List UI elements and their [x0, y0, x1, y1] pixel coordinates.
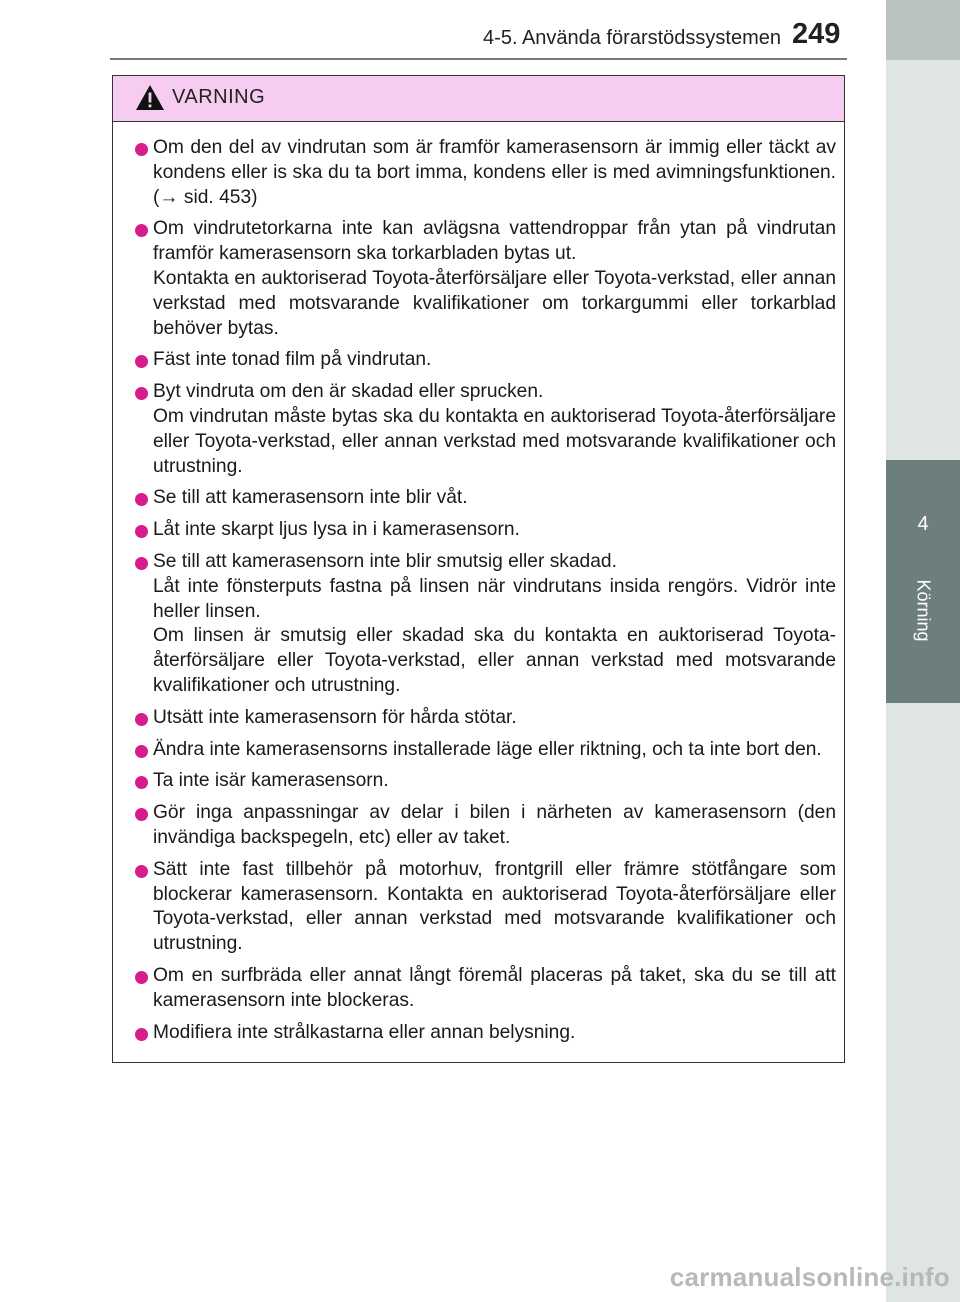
warning-item-paragraph: Gör inga anpassningar av delar i bilen i närheten av kamerasensorn (den invändiga backspegeln, etc) eller av taket.	[153, 802, 836, 848]
warning-item-paragraph: Om en surfbräda eller annat långt föremål placeras på taket, ska du se till att kamerasensorn inte blockeras.	[153, 964, 836, 1011]
header-divider	[110, 58, 847, 60]
warning-item-text	[153, 486, 836, 511]
warning-item-text	[153, 801, 836, 851]
warning-item-text	[153, 217, 836, 341]
bullet-icon	[135, 387, 148, 400]
bullet-icon	[135, 143, 148, 156]
warning-item-text	[153, 706, 836, 731]
warning-item-text	[153, 769, 836, 794]
bullet-icon	[135, 865, 148, 878]
warning-item-paragraph: Se till att kamerasensorn inte blir våt.	[153, 487, 468, 509]
warning-list	[113, 122, 844, 1045]
warning-item	[135, 550, 836, 699]
warning-item-paragraph: Byt vindruta om den är skadad eller sprucken.	[153, 381, 544, 403]
warning-title: VARNING	[172, 86, 266, 108]
warning-triangle-icon	[135, 84, 165, 111]
warning-item	[135, 217, 836, 341]
warning-item-paragraph: Om vindrutetorkarna inte kan avlägsna vattendroppar från ytan på vindrutan framför kamerasensorn ska torkarbladen bytas ut.	[153, 218, 836, 265]
warning-item-paragraph: Utsätt inte kamerasensorn för hårda stötar.	[153, 706, 517, 728]
bullet-icon	[135, 808, 148, 821]
watermark: carmanualsonline.info	[669, 1262, 950, 1292]
page-number: 249	[792, 18, 841, 50]
warning-item	[135, 1021, 836, 1046]
warning-item-paragraph: Fäst inte tonad film på vindrutan.	[153, 349, 432, 371]
warning-item-paragraph: Modifiera inte strålkastarna eller annan belysning.	[153, 1021, 576, 1043]
side-tab-top	[886, 0, 960, 60]
bullet-icon	[135, 713, 148, 726]
warning-item-text	[153, 964, 836, 1014]
warning-item-text	[153, 858, 836, 957]
chapter-title: Körning	[913, 579, 934, 642]
warning-item	[135, 518, 836, 543]
bullet-icon	[135, 525, 148, 538]
warning-item	[135, 769, 836, 794]
warning-item-text	[153, 348, 836, 373]
bullet-icon	[135, 493, 148, 506]
warning-item-paragraph: Ta inte isär kamerasensorn.	[153, 770, 389, 792]
warning-item-paragraph: Låt inte skarpt ljus lysa in i kamerasensorn.	[153, 519, 520, 541]
warning-item-paragraph: Om den del av vindrutan som är framför kamerasensorn är immig eller täckt av kondens eller is ska du ta bort imma, kondens eller is med avimningsfunktionen. (→ sid. 453)	[153, 137, 836, 208]
section-title: 4-5. Använda förarstödssystemen	[483, 27, 781, 49]
chapter-number: 4	[917, 513, 929, 535]
warning-item-text	[153, 380, 836, 479]
warning-item-paragraph: Kontakta en auktoriserad Toyota-återförsäljare eller Toyota-verkstad, eller annan verkstad med motsvarande kvalifikationer om torkargummi eller torkarblad behöver bytas.	[153, 267, 836, 339]
warning-item-paragraph: Låt inte fönsterputs fastna på linsen när vindrutans insida rengörs. Vidrör inte heller linsen.	[153, 575, 836, 622]
bullet-icon	[135, 776, 148, 789]
warning-item	[135, 486, 836, 511]
warning-item-text	[153, 1021, 836, 1046]
warning-item	[135, 380, 836, 479]
warning-item-paragraph: Ändra inte kamerasensorns installerade läge eller riktning, och ta inte bort den.	[153, 738, 822, 760]
warning-box	[112, 75, 845, 1063]
warning-item-text	[153, 738, 836, 763]
warning-item-paragraph: Om linsen är smutsig eller skadad ska du kontakta en auktoriserad Toyota-återförsäljare eller Toyota-verkstad, eller annan verkstad med motsvarande kvalifikationer och utrustning.	[153, 625, 836, 696]
warning-item	[135, 348, 836, 373]
warning-item	[135, 706, 836, 731]
bullet-icon	[135, 745, 148, 758]
warning-item	[135, 136, 836, 210]
warning-item	[135, 801, 836, 851]
side-tab-upper	[886, 60, 960, 460]
bullet-icon	[135, 224, 148, 237]
warning-item	[135, 858, 836, 957]
warning-item-paragraph: Om vindrutan måste bytas ska du kontakta en auktoriserad Toyota-återförsäljare eller Toyota-verkstad, eller annan verkstad med motsvarande kvalifikationer och utrustning.	[153, 405, 836, 477]
warning-item	[135, 964, 836, 1014]
warning-item-text	[153, 550, 836, 699]
warning-header	[113, 76, 844, 122]
warning-item	[135, 738, 836, 763]
warning-item-text	[153, 518, 836, 543]
warning-item-text	[153, 136, 836, 210]
bullet-icon	[135, 355, 148, 368]
side-tab-lower	[886, 703, 960, 1302]
warning-item-paragraph: Sätt inte fast tillbehör på motorhuv, frontgrill eller främre stötfångare som blockerar kamerasensorn. Kontakta en auktoriserad Toyota-återförsäljare eller Toyota-verkstad, eller annan verkstad med motsvarande kvalifikationer och utrustning.	[153, 858, 836, 955]
bullet-icon	[135, 1028, 148, 1041]
bullet-icon	[135, 971, 148, 984]
bullet-icon	[135, 557, 148, 570]
warning-item-paragraph: Se till att kamerasensorn inte blir smutsig eller skadad.	[153, 550, 617, 572]
